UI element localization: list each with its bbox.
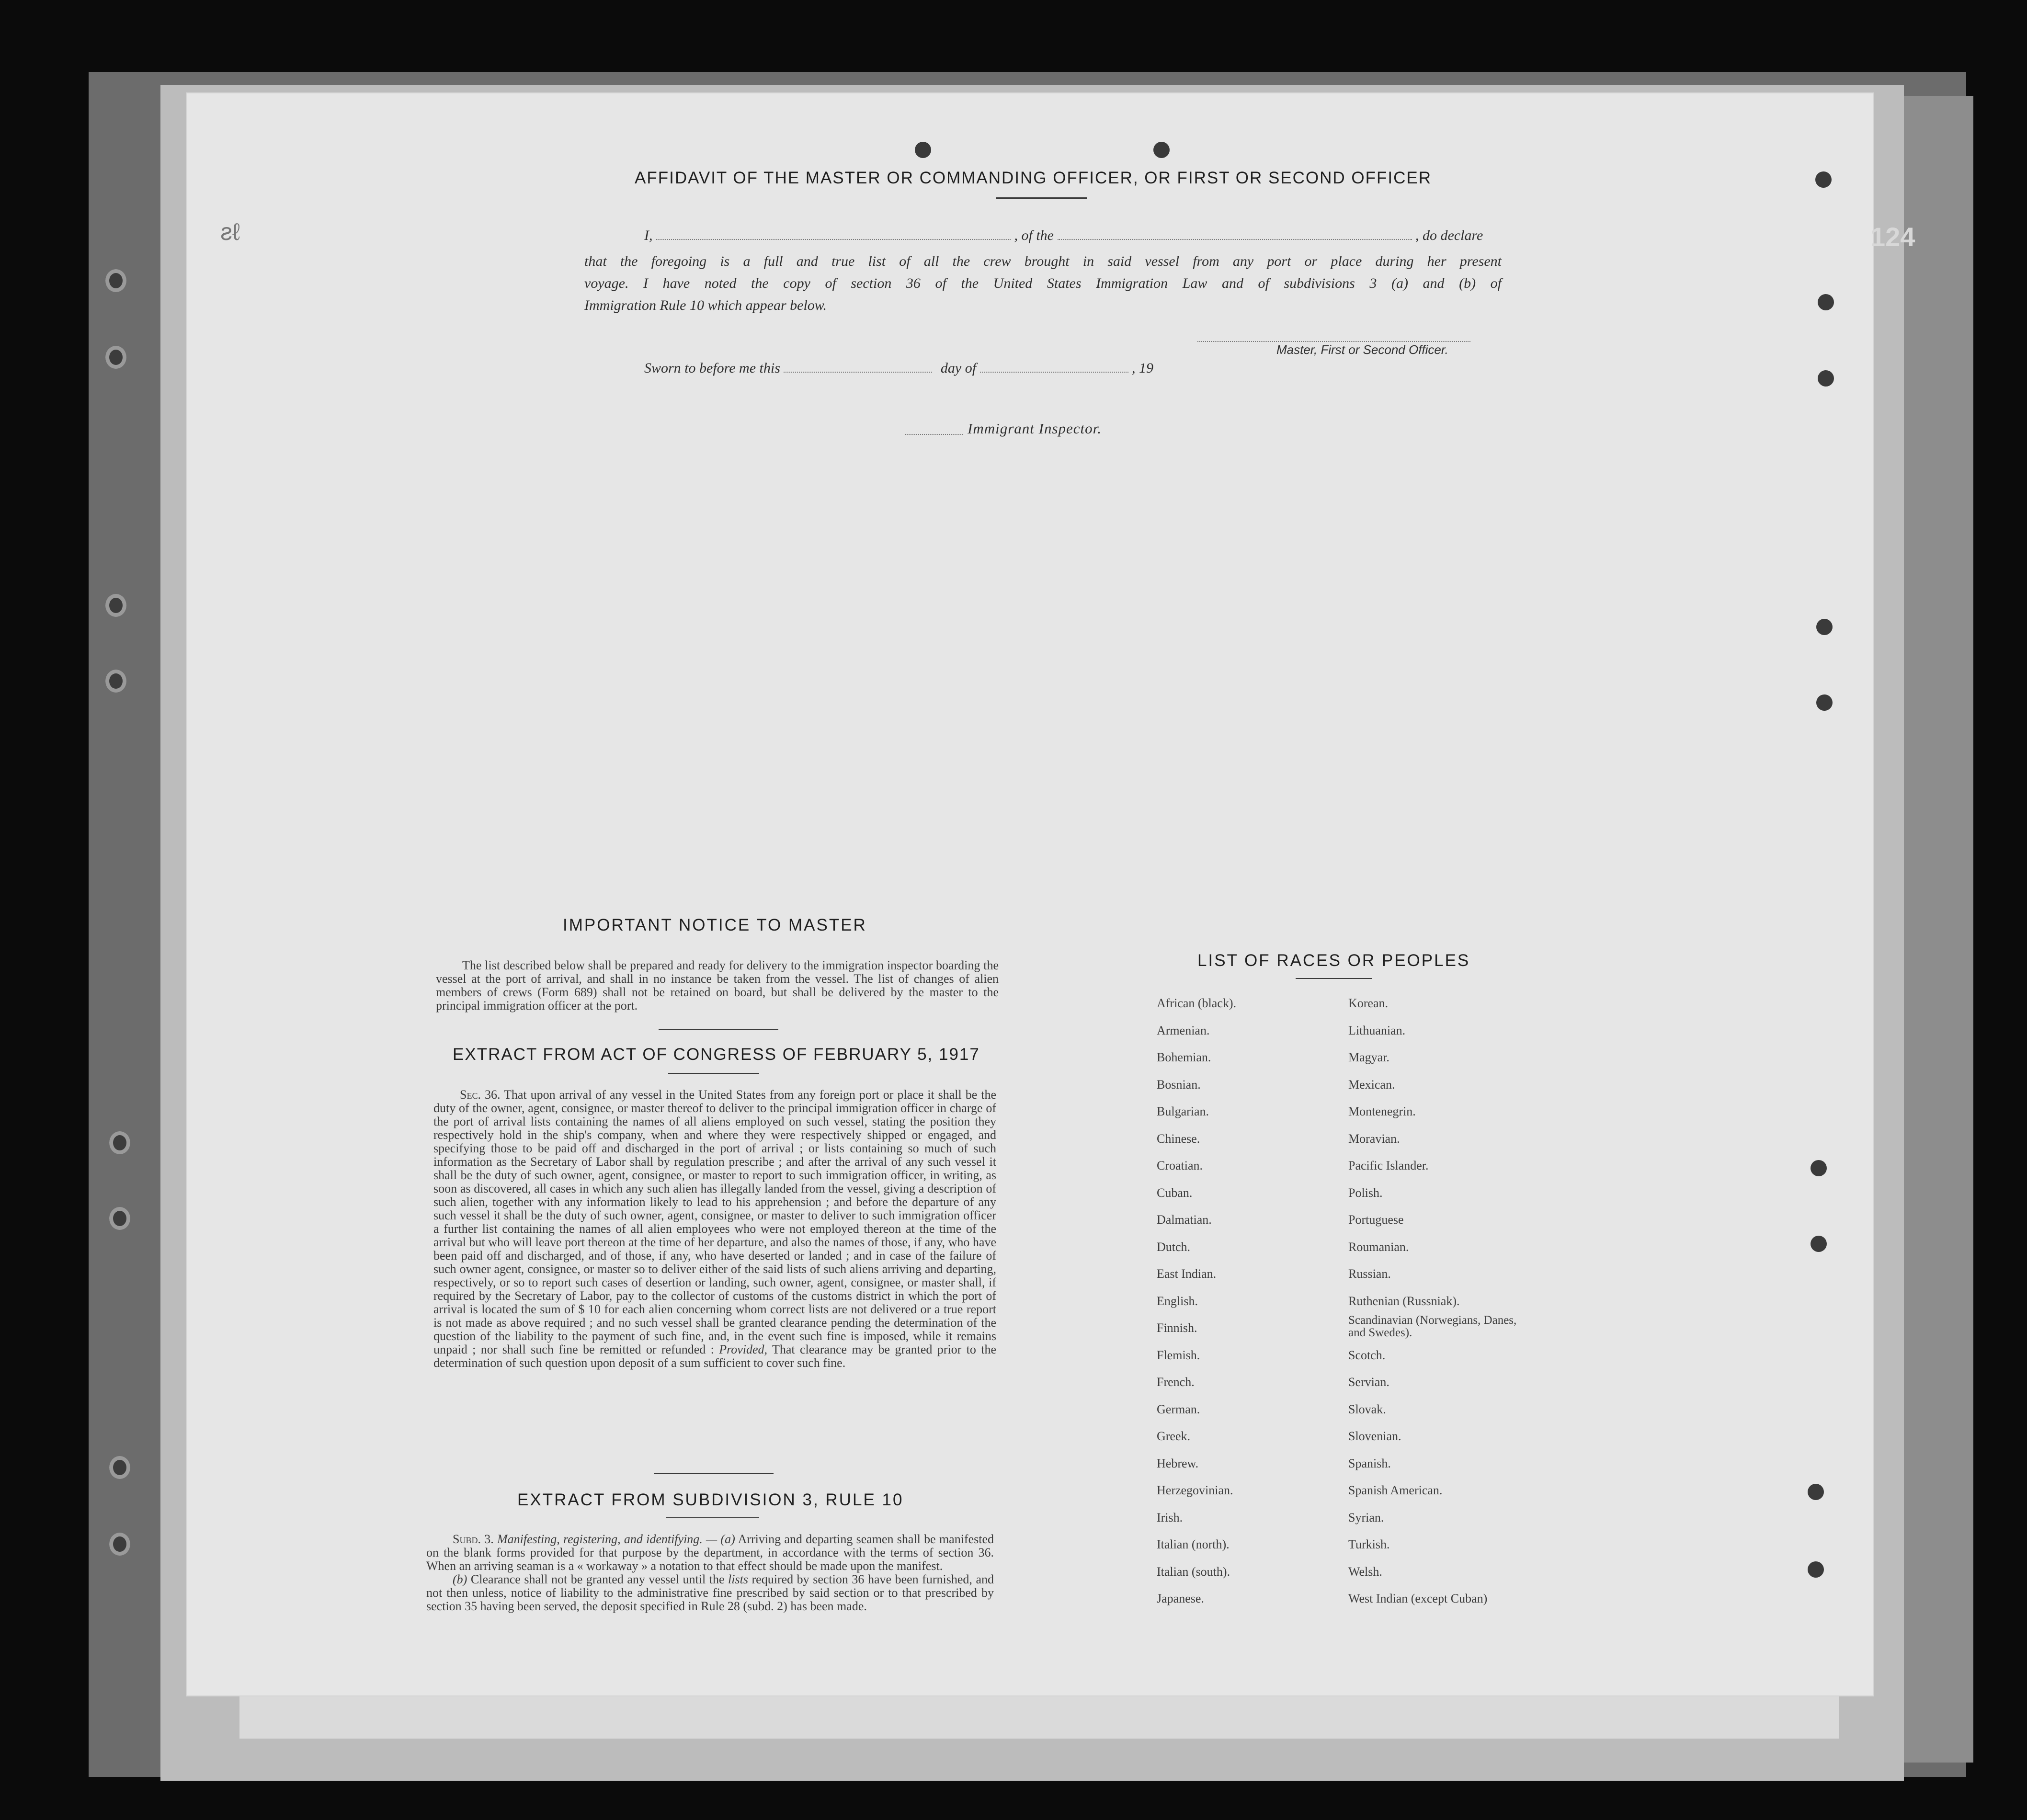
race-item: Magyar. (1348, 1050, 1389, 1064)
race-item: Lithuanian. (1348, 1023, 1406, 1037)
race-item: Spanish American. (1348, 1483, 1443, 1497)
races-title: LIST OF RACES OR PEOPLES (1197, 951, 1470, 970)
punch-hole (1153, 142, 1170, 158)
act-extract-paragraph (433, 1088, 996, 1370)
act-extract-body: That upon arrival of any vessel in the United States from any foreign port or place it shall be the duty of the owner, agent, consignee, or master thereof to deliver to the principal immigration officer in charge of the port of arrival lists containing the names of all aliens employed on such vessel, stating the position they respectively hold in the ship's company, when and where they were respectively shipped or engaged, and specifying those to be paid off and discharged in the port of arrival ; or lists containing so much of such information as the Secretary of Labor shall by regulation prescribe ; and after the arrival of any such vessel it shall be the duty of such owner, agent, consignee, or master to report to such immigration officer, in writing, as soon as discovered, all cases in which any such alien has illegally landed from the vessel, giving a description of such alien, together with any information likely to lead to his apprehension ; and before the departure of any such vessel it shall be the duty of such owner, agent, consignee, or master to deliver to such immigration officer a further list containing the names of all alien employees who were not employed thereon at the time of the arrival but who will leave port thereon at the time of her departure, and also the names of those, if any, who have been paid off and discharged, and of those, if any, who have deserted or landed ; and in case of the failure of such owner agent, consignee, or master so to deliver either of the said lists of such aliens arriving and departing, respectively, or so to report such cases of desertion or landing, such owner, agent, consignee, or master shall, if required by the Secretary of Labor, pay to the collector of customs of the customs district in which the port of arrival is located the sum of $ 10 for each alien concerning whom correct lists are not delivered or a true report is not made as above required ; and no such vessel shall be granted clearance pending the determination of the question of the liability to the payment of such fine, and, in the event such fine is imposed, while it remains unpaid ; nor shall such fine be remitted or refunded : (433, 1088, 997, 1356)
race-item: Bohemian. (1157, 1050, 1211, 1064)
race-item: Cuban. (1157, 1185, 1193, 1200)
races-column-2 (1348, 996, 1530, 1619)
sworn-line (644, 360, 1153, 376)
officer-name-field[interactable] (656, 239, 1011, 240)
act-extract-text (433, 1088, 996, 1370)
notice-title: IMPORTANT NOTICE TO MASTER (563, 916, 867, 934)
sworn-date-field[interactable] (784, 372, 932, 373)
punch-hole (1818, 370, 1834, 387)
races-column-1 (1157, 996, 1339, 1619)
sworn-day-of: day of (940, 360, 977, 376)
race-item: Russian. (1348, 1267, 1391, 1281)
race-item: East Indian. (1157, 1267, 1217, 1281)
page-edge-number: 124 (1870, 222, 1915, 252)
race-item: Italian (south). (1157, 1564, 1230, 1579)
race-item: Mexican. (1348, 1077, 1395, 1092)
race-item: African (black). (1157, 996, 1237, 1010)
affidavit-title: AFFIDAVIT OF THE MASTER OR COMMANDING OFFICER, OR FIRST OR SECOND OFFICER (635, 169, 1432, 187)
punch-hole (1818, 294, 1834, 310)
race-item: Bosnian. (1157, 1077, 1201, 1092)
race-item: Korean. (1348, 996, 1389, 1010)
race-item: Ruthenian (Russniak). (1348, 1294, 1460, 1308)
inspector-label: Immigrant Inspector. (968, 420, 1102, 437)
act-extract-end-rule (654, 1473, 774, 1474)
race-item: Slovak. (1348, 1402, 1386, 1416)
race-item: Syrian. (1348, 1510, 1384, 1524)
binder-ring (105, 670, 126, 693)
affidavit-title-rule (996, 197, 1087, 199)
race-item: Herzegovinian. (1157, 1483, 1233, 1497)
race-item: Turkish. (1348, 1537, 1390, 1551)
act-extract-end: That clearance may be granted prior to the determination of such question upon deposit of a sum sufficient to cover such fine. (433, 1342, 996, 1370)
rule-extract-rule (666, 1517, 759, 1518)
race-item: Hebrew. (1157, 1456, 1199, 1470)
affidavit-line1 (584, 228, 1502, 244)
race-item: Irish. (1157, 1510, 1183, 1524)
binder-ring (109, 1207, 130, 1230)
notice-text (436, 959, 999, 1012)
binder-ring (109, 1456, 130, 1479)
master-signature-line[interactable] (1197, 340, 1470, 342)
master-signature-label: Master, First or Second Officer. (1276, 342, 1448, 357)
affidavit-of-the: , of the (1014, 228, 1054, 243)
race-item: Armenian. (1157, 1023, 1210, 1037)
binder-ring (109, 1131, 130, 1154)
affidavit-body-line: voyage. I have noted the copy of section 36 of the United States Immigration Law and of subdivisions 3 (a) and (b) of (584, 275, 1502, 291)
race-item: English. (1157, 1294, 1198, 1308)
affidavit-body-line: that the foregoing is a full and true list of all the crew brought in said vessel from any port or place during her present (584, 253, 1502, 269)
rule-extract-b (426, 1573, 994, 1613)
sworn-prefix: Sworn to before me this (644, 360, 780, 376)
race-item: Roumanian. (1348, 1240, 1409, 1254)
provided-label: Provided, (719, 1342, 768, 1356)
punch-hole (1811, 1160, 1827, 1176)
subd-label: Subd. 3. (453, 1532, 494, 1546)
race-item: Portuguese (1348, 1213, 1404, 1227)
race-item: Dutch. (1157, 1240, 1191, 1254)
punch-hole (1815, 171, 1832, 188)
binder-ring (105, 594, 126, 617)
affidavit-do-declare: , do declare (1415, 228, 1483, 243)
document-page (187, 93, 1873, 1695)
race-item: Welsh. (1348, 1564, 1382, 1579)
rule-extract-text (426, 1533, 994, 1613)
race-item: French. (1157, 1375, 1195, 1389)
race-item: Italian (north). (1157, 1537, 1230, 1551)
punch-hole (915, 142, 931, 158)
race-item: Chinese. (1157, 1131, 1200, 1146)
race-item: Finnish. (1157, 1321, 1197, 1335)
sworn-month-field[interactable] (980, 372, 1128, 373)
binder-ring (109, 1533, 130, 1556)
race-item: Montenegrin. (1348, 1104, 1416, 1118)
race-item: Greek. (1157, 1429, 1191, 1443)
punch-hole (1808, 1561, 1824, 1578)
rule-extract-title: EXTRACT FROM SUBDIVISION 3, RULE 10 (517, 1490, 904, 1509)
edge-mark-left: ƨℓ (220, 218, 240, 245)
punch-hole (1816, 694, 1833, 711)
race-item: Flemish. (1157, 1348, 1200, 1362)
act-extract-title: EXTRACT FROM ACT OF CONGRESS OF FEBRUARY 5, 1917 (453, 1045, 980, 1064)
sheet-bottom-strip (239, 1695, 1839, 1739)
races-title-rule (1296, 978, 1372, 979)
rule-extract-a (426, 1533, 994, 1573)
b-text1: Clearance shall not be granted any vessel until the (470, 1572, 725, 1586)
race-item: West Indian (except Cuban) (1348, 1592, 1488, 1605)
punch-hole (1808, 1484, 1824, 1500)
race-item: Scotch. (1348, 1348, 1386, 1362)
subd-text: Arriving and departing seamen shall be manifested on the blank forms provided for that purpose by the department, in accordance with the terms of section 36. When an arriving seaman is a « workaway » a notation to that effect should be made upon the manifest. (426, 1532, 994, 1573)
race-item: Croatian. (1157, 1159, 1203, 1172)
subd-heading: Manifesting, registering, and identifying. — (a) (497, 1532, 735, 1546)
binder-ring (105, 269, 126, 292)
punch-hole (1816, 619, 1833, 635)
race-item: Spanish. (1348, 1456, 1391, 1470)
b-label: (b) (453, 1572, 467, 1586)
race-item: Japanese. (1157, 1592, 1204, 1605)
affidavit-body (584, 250, 1502, 317)
affidavit-body-line: Immigration Rule 10 which appear below. (584, 297, 827, 313)
sworn-year: , 19 (1132, 360, 1154, 376)
race-item: Pacific Islander. (1348, 1159, 1429, 1172)
affidavit-i: I, (644, 228, 653, 243)
notice-rule (659, 1029, 778, 1030)
sec-label: Sec. 36. (460, 1088, 501, 1102)
race-item: Servian. (1348, 1375, 1389, 1389)
race-item: Polish. (1348, 1185, 1383, 1200)
race-item: Bulgarian. (1157, 1104, 1209, 1118)
notice-paragraph: The list described below shall be prepared and ready for delivery to the immigration inspector boarding the vessel at the port of arrival, and shall in no instance be taken from the vessel. The list of changes of alien members of crews (Form 689) shall not be retained on board, but shall be delivered by the master to the principal immigration officer at the port. (436, 958, 999, 1012)
race-item: Slovenian. (1348, 1429, 1401, 1443)
inspector-signature-line[interactable] (905, 433, 963, 435)
punch-hole (1811, 1236, 1827, 1252)
race-item: Dalmatian. (1157, 1213, 1212, 1227)
race-item: Moravian. (1348, 1131, 1400, 1146)
b-lists: lists (728, 1572, 748, 1586)
b-text2: required by section 36 have been furnished, and not then unless, notice of liability to the administrative fine prescribed by said section or to that prescribed by section 35 having been served, the deposit specified in Rule 28 (subd. 2) has been made. (426, 1572, 994, 1613)
race-item: Scandinavian (Norwegians, Danes, and Swedes). (1348, 1314, 1517, 1339)
race-item: German. (1157, 1402, 1200, 1416)
binder-ring (105, 346, 126, 369)
act-extract-rule (668, 1073, 759, 1074)
vessel-name-field[interactable] (1058, 239, 1412, 240)
